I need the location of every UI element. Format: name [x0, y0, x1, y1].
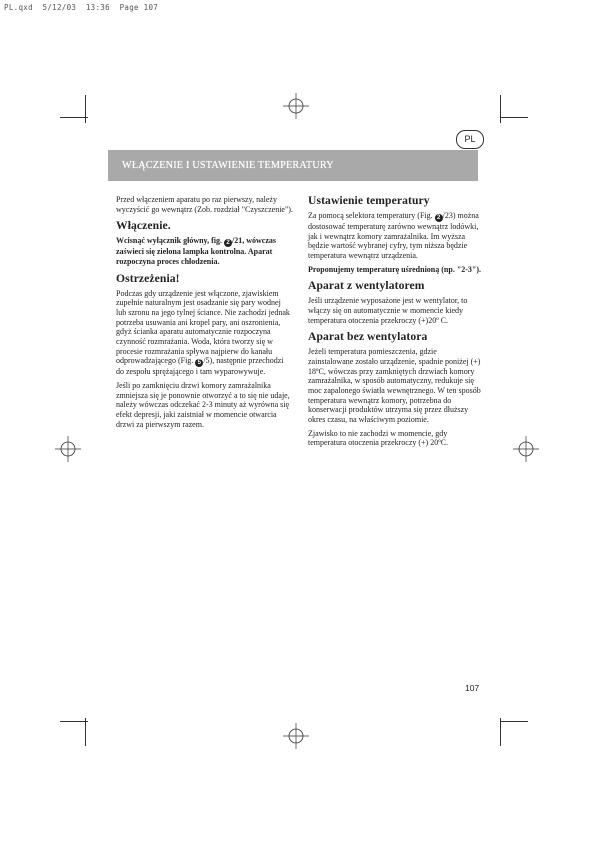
- crop-mark: [60, 721, 88, 722]
- without-fan-paragraph-2: Zjawisko to nie zachodzi w momencie, gdy temperatura otoczenia przekroczy (+) 20ºC.: [308, 428, 449, 448]
- switch-on-paragraph: [116, 236, 293, 266]
- crop-mark: [500, 95, 501, 123]
- heading-temperature-setting: Ustawienie temperatury: [308, 194, 430, 207]
- registration-mark-icon: [283, 723, 309, 749]
- right-column: [308, 195, 483, 452]
- crop-mark: [500, 718, 501, 746]
- intro-paragraph: Przed włączeniem aparatu po raz pierwszy, należy wyczyścić go wewnątrz (Zob. rozdział "Czyszczenie").: [116, 195, 293, 214]
- heading-switch-on: Włączenie.: [116, 219, 171, 233]
- temperature-text-post: /23) można dostosować temperaturę zarówno wewnątrz lodówki, jak i wewnątrz komory zamrażalnika. Im wyższa będzie wartość wybranej cyfry, tym niższa będzie temperatura wewnątrz urządzenia.: [308, 211, 479, 260]
- with-fan-paragraph: Jeśli urządzenie wyposażone jest w wentylator, to włączy się on automatycznie w momencie kiedy temperatura otoczenia przekroczy (+)20º C.: [308, 296, 468, 325]
- figure-number-badge: 2: [435, 214, 443, 222]
- warning-1-text-post: /5), następnie przechodzi do zespołu sprężającego i tam wyparowywuje.: [116, 356, 284, 377]
- switch-on-text-pre: Wcisnąć wyłącznik główny, fig.: [116, 236, 223, 246]
- switch-on-text-post: /21, wówczas zaświeci się zielona lampka kontrolna. Aparat rozpoczyna proces chłodzenia.: [116, 236, 277, 266]
- warning-paragraph-2: Jeśli po zamknięciu drzwi komory zamrażalnika zmniejsza się je ponownie otworzyć a to się nie udaje, należy wówczas odczekać 2-3 minuty aż wyrówna się efekt depresji, jaki zaistniał w momencie otwarcia drzwi za pierwszym razem.: [116, 380, 290, 429]
- registration-mark-icon: [55, 436, 81, 462]
- temperature-recommendation: Proponujemy temperaturę uśrednioną (np. "2-3").: [308, 264, 482, 274]
- section-banner: [108, 150, 478, 181]
- heading-warnings: Ostrzeżenia!: [116, 271, 180, 285]
- temperature-paragraph: [308, 211, 483, 261]
- page-number: 107: [465, 683, 480, 693]
- crop-mark: [85, 718, 86, 746]
- heading-with-fan: Aparat z wentylatorem: [308, 279, 425, 293]
- warning-paragraph-1: [116, 289, 293, 377]
- figure-number-badge: 5: [195, 359, 203, 367]
- warning-1-text-pre: Podczas gdy urządzenie jest włączone, zjawiskiem zupełnie naturalnym jest osadzanie się pary wodnej lub szronu na jego tylnej ściance. Nie zachodzi jednak potrzeba usuwania ani kropel pary, ani oszronienia, gdyż ścianka aparatu automatycznie rozpoczyna czynność rozmrażania. Woda, która tworzy się w procesie rozmrażania spływa najpierw do kanału odprowadzającego (Fig.: [116, 288, 290, 366]
- crop-mark: [500, 117, 528, 118]
- without-fan-paragraph-1: Jeżeli temperatura pomieszczenia, gdzie zainstalowane zostało urządzenie, spadnie poniżej (+) 18ºC, wówczas przy zamkniętych drzwiach komory zamrażalnika, w sposób automatyczny, redukuje się moc zapalonego światła wewnętrznego. W ten sposób temperatura wewnątrz komory, potrzebna do konserwacji produktów utrzyma się przez dłuższy okres czasu, na właściwym poziomie.: [308, 347, 481, 424]
- crop-mark: [500, 721, 528, 722]
- heading-without-fan: Aparat bez wentylatora: [308, 330, 428, 344]
- registration-mark-icon: [513, 436, 539, 462]
- left-column: [116, 195, 293, 433]
- crop-mark: [85, 95, 86, 123]
- section-title: WŁĄCZENIE I USTAWIENIE TEMPERATURY: [122, 160, 334, 171]
- language-badge: PL: [456, 130, 484, 149]
- temperature-text-pre: Za pomocą selektora temperatury (Fig.: [308, 211, 433, 220]
- registration-mark-icon: [283, 93, 309, 119]
- print-slug: PL.qxd 5/12/03 13:36 Page 107: [4, 3, 159, 12]
- figure-number-badge: 2: [224, 239, 232, 247]
- crop-mark: [60, 117, 88, 118]
